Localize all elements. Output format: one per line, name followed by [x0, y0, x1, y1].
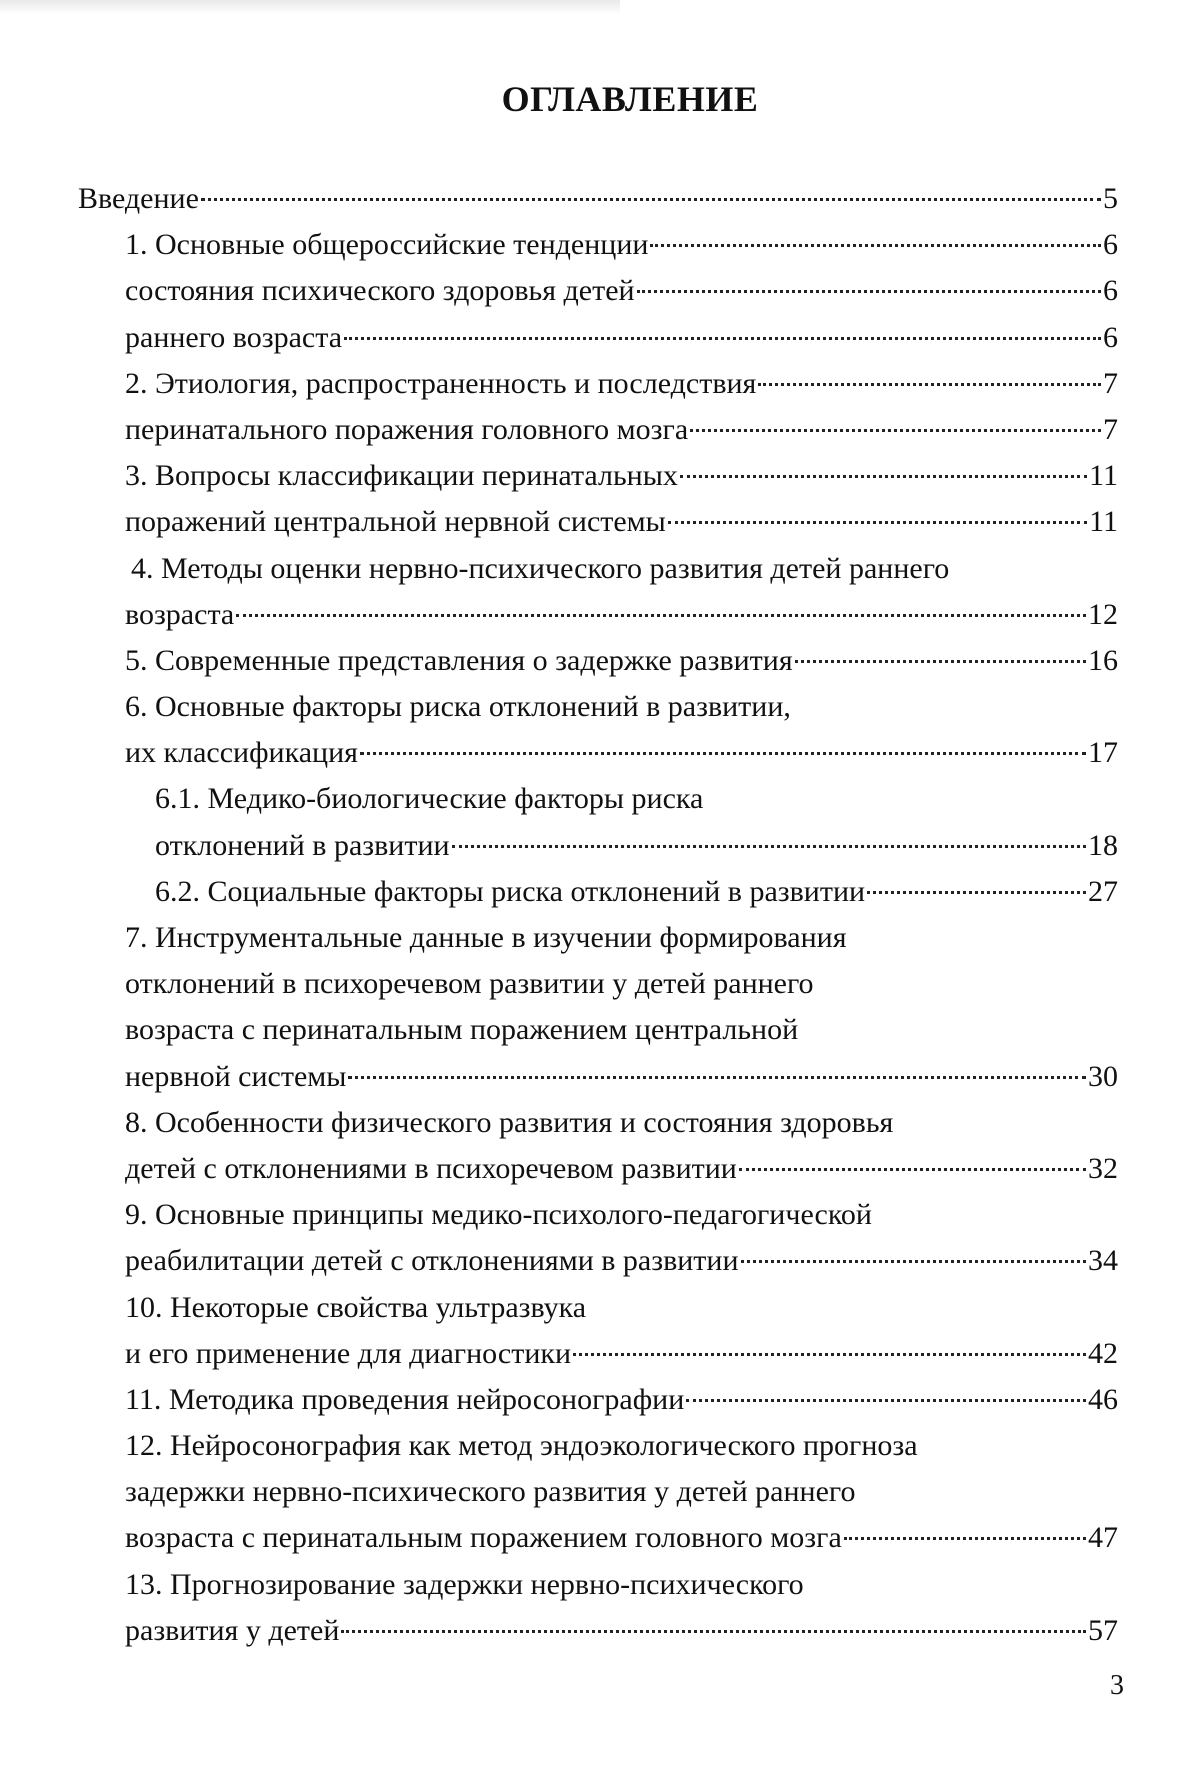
toc-entry	[78, 1562, 1118, 1608]
toc-entry	[78, 1515, 1118, 1561]
toc-entry-title: 5. Современные представления о задержке развития	[125, 643, 793, 677]
toc-entry-title: перинатального поражения головного мозга	[125, 412, 689, 446]
dot-leader	[758, 383, 1101, 386]
toc-entry-title: развития у детей	[125, 1613, 340, 1647]
toc-entry-title: 4. Методы оценки нервно-психического развития детей раннего	[131, 551, 950, 585]
toc-entry	[78, 684, 1118, 730]
page-title: ОГЛАВЛЕНИЕ	[501, 79, 759, 119]
dot-leader	[650, 244, 1101, 247]
toc-entry-title: 11. Методика проведения нейросонографии	[125, 1382, 685, 1416]
toc-entry	[78, 776, 1118, 822]
dot-leader	[690, 429, 1101, 432]
toc-entry	[78, 1377, 1118, 1423]
toc-entry	[78, 730, 1118, 776]
toc-entry-title: 12. Нейросонография как метод эндоэкологического прогноза	[125, 1429, 918, 1463]
toc-entry-page: 34	[1088, 1244, 1118, 1278]
toc-entry	[78, 1608, 1118, 1654]
toc-entry-page: 11	[1089, 505, 1118, 539]
toc-entry-title: раннего возраста	[125, 320, 343, 354]
toc-entry	[78, 1469, 1118, 1515]
toc-entry	[78, 407, 1118, 453]
toc-entry	[78, 1285, 1118, 1331]
toc-entry-title: состояния психического здоровья детей	[125, 274, 635, 308]
toc-entry	[78, 453, 1118, 499]
toc-entry	[78, 1146, 1118, 1192]
toc-entry-title: 9. Основные принципы медико-психолого-педагогической	[125, 1198, 872, 1232]
dot-leader	[867, 891, 1086, 894]
toc-entry-page: 27	[1088, 874, 1118, 908]
dot-leader	[637, 290, 1101, 293]
toc-entry-page: 11	[1089, 459, 1118, 493]
dot-leader	[680, 475, 1087, 478]
toc-entry	[78, 1054, 1118, 1100]
toc-entry-title: задержки нервно-психического развития у детей раннего	[125, 1475, 856, 1509]
dot-leader	[573, 1353, 1086, 1356]
page-edge-shadow	[0, 0, 620, 14]
toc-entry-page: 5	[1103, 182, 1118, 215]
toc-entry-page: 42	[1088, 1336, 1118, 1370]
toc-entry-title: возраста с перинатальным поражением головного мозга	[125, 1521, 842, 1555]
toc-entry	[78, 1331, 1118, 1377]
toc-entry	[78, 592, 1118, 638]
toc-entry-title: реабилитации детей с отклонениями в развитии	[125, 1244, 739, 1278]
toc-entry-title: 7. Инструментальные данные в изучении формирования	[125, 921, 847, 954]
toc-entry-title: отклонений в психоречевом развитии у детей раннего	[125, 967, 814, 1001]
toc-entry-page: 18	[1088, 828, 1118, 862]
dot-leader	[452, 845, 1086, 848]
toc-entry	[78, 961, 1118, 1007]
toc-entry	[78, 1007, 1118, 1053]
table-of-contents	[78, 176, 1118, 1654]
toc-entry-title: поражений центральной нервной системы	[125, 505, 666, 539]
toc-entry-page: 7	[1103, 366, 1118, 400]
toc-entry	[78, 499, 1118, 545]
dot-leader	[741, 1260, 1086, 1263]
toc-entry	[78, 1238, 1118, 1284]
dot-leader	[686, 1399, 1086, 1402]
toc-entry-title: детей с отклонениями в психоречевом развитии	[125, 1151, 737, 1185]
toc-entry-title: 13. Прогнозирование задержки нервно-психического	[125, 1567, 804, 1601]
toc-entry-title: нервной системы	[125, 1059, 347, 1093]
toc-entry-title: 6.1. Медико-биологические факторы риска	[155, 782, 704, 816]
dot-leader	[201, 198, 1101, 201]
toc-entry	[78, 869, 1118, 915]
toc-entry	[78, 315, 1118, 361]
toc-entry	[78, 222, 1118, 268]
toc-entry-page: 30	[1088, 1059, 1118, 1093]
dot-leader	[795, 660, 1086, 663]
toc-entry	[78, 546, 1118, 592]
toc-entry-title: отклонений в развитии	[155, 828, 450, 862]
toc-entry-title: 6.2. Социальные факторы риска отклонений в развитии	[155, 874, 866, 908]
toc-entry-page: 6	[1103, 274, 1118, 308]
toc-entry-page: 47	[1088, 1521, 1118, 1555]
dot-leader	[341, 1630, 1086, 1633]
toc-entry-page: 6	[1103, 320, 1118, 354]
toc-entry-title: их классификация	[125, 736, 358, 770]
toc-entry-title: возраста	[125, 597, 235, 631]
toc-entry	[78, 638, 1118, 684]
toc-entry	[78, 1192, 1118, 1238]
toc-entry-title: 8. Особенности физического развития и состояния здоровья	[125, 1105, 894, 1139]
toc-entry-page: 6	[1103, 228, 1118, 262]
dot-leader	[360, 752, 1086, 755]
toc-entry-title: 10. Некоторые свойства ультразвука	[125, 1290, 587, 1324]
toc-entry-page: 7	[1103, 412, 1118, 446]
toc-entry-page: 32	[1088, 1151, 1118, 1185]
toc-entry-page: 46	[1088, 1382, 1118, 1416]
toc-entry	[78, 176, 1118, 222]
dot-leader	[348, 1076, 1086, 1079]
toc-entry-title: и его применение для диагностики	[125, 1336, 572, 1370]
toc-entry-page: 57	[1088, 1613, 1118, 1647]
toc-entry	[78, 1100, 1118, 1146]
toc-entry-title: 6. Основные факторы риска отклонений в развитии,	[125, 690, 791, 724]
dot-leader	[844, 1537, 1086, 1540]
toc-entry-page: 16	[1088, 643, 1118, 677]
toc-entry	[78, 1423, 1118, 1469]
dot-leader	[344, 337, 1101, 340]
toc-entry-page: 17	[1088, 736, 1118, 770]
toc-entry	[78, 361, 1118, 407]
toc-entry	[78, 915, 1118, 961]
dot-leader	[668, 521, 1087, 524]
toc-entry-title: возраста с перинатальным поражением центральной	[125, 1013, 799, 1047]
page-number: 3	[1110, 1670, 1124, 1701]
toc-entry	[78, 823, 1118, 869]
toc-entry-page: 12	[1088, 597, 1118, 631]
dot-leader	[236, 614, 1086, 617]
toc-entry-title: 3. Вопросы классификации перинатальных	[125, 459, 678, 493]
toc-entry	[78, 268, 1118, 314]
toc-entry-title: 1. Основные общероссийские тенденции	[125, 228, 649, 262]
toc-entry-title: 2. Этиология, распространенность и последствия	[125, 366, 757, 400]
toc-entry-title: Введение	[78, 182, 199, 215]
dot-leader	[739, 1168, 1086, 1171]
